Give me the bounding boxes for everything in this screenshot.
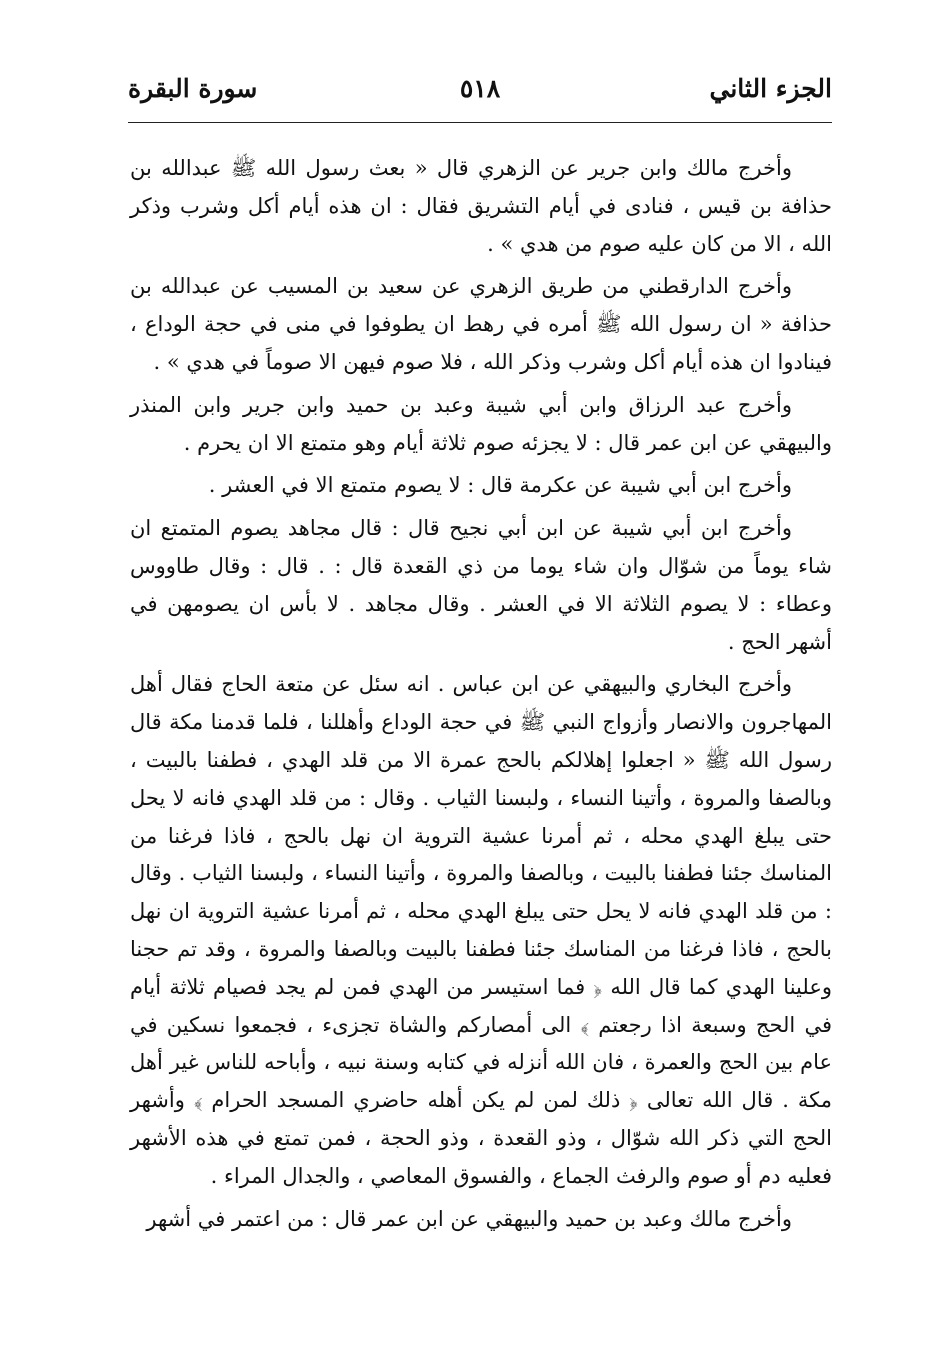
paragraph: وأخرج مالك وعبد بن حميد والبيهقي عن ابن عمر قال : من اعتمر في أشهر xyxy=(146,1206,792,1231)
volume-label: الجزء الثاني xyxy=(709,74,832,103)
paragraph: وأخرج ابن أبي شيبة عن ابن أبي نجيح قال : قال مجاهد يصوم المتمتع ان شاء يوماً من شوّال وان شاء يوما من ذي القعدة قال : . قال : وقال طاووس وعطاء : لا يصوم الثلاثة الا في العشر . وقال مجاهد . لا بأس ان يصومهن في أشهر الحج . xyxy=(130,516,832,654)
paragraph: وأخرج الدارقطني من طريق الزهري عن سعيد بن المسيب عن عبدالله بن حذافة « ان رسول الله ﷺ أمره في رهط ان يطوفوا في منى في حجة الوداع ، فينادوا ان هذه أيام أكل وشرب وذكر الله ، فلا صوم فيهن الا صوماً في هدي » . xyxy=(130,274,832,374)
paragraph: وأخرج البخاري والبيهقي عن ابن عباس . انه سئل عن متعة الحاج فقال أهل المهاجرون والانصار وأزواج النبي ﷺ في حجة الوداع وأهللنا ، فلما قدمنا مكة قال رسول الله ﷺ « اجعلوا إهلالكم بالحج عمرة الا من قلد الهدي ، فطفنا بالبيت ، وبالصفا والمروة ، وأتينا النساء ، ولبسنا الثياب . وقال : من قلد الهدي فانه لا يحل حتى يبلغ الهدي محله ، ثم أمرنا عشية التروية ان نهل بالحج ، فاذا فرغنا من المناسك جئنا فطفنا بالبيت ، وبالصفا والمروة ، وأتينا النساء ، ولبسنا الثياب . وقال : من قلد الهدي فانه لا يحل حتى يبلغ الهدي محله ، ثم أمرنا عشية التروية ان نهل بالحج ، فاذا فرغنا من المناسك جئنا فطفنا بالبيت وبالصفا والمروة ، وقد تم حجنا وعلينا الهدي كما قال الله ﴿ فما استيسر من الهدي فمن لم يجد فصيام ثلاثة أيام في الحج وسبعة اذا رجعتم ﴾ الى أمصاركم والشاة تجزىء ، فجمعوا نسكين في عام بين الحج والعمرة ، فان الله أنزله في كتابه وسنة نبيه ، وأباحه للناس غير أهل مكة . قال الله تعالى ﴿ ذلك لمن لم يكن أهله حاضري المسجد الحرام ﴾ وأشهر الحج التي ذكر الله شوّال ، وذو القعدة ، وذو الحجة ، فمن تمتع في هذه الأشهر فعليه دم أو صوم والرفث الجماع ، والفسوق المعاصي ، والجدال المراء . xyxy=(130,672,832,1188)
paragraph: وأخرج عبد الرزاق وابن أبي شيبة وعبد بن حميد وابن جرير وابن المنذر والبيهقي عن ابن عمر قال : لا يجزئه صوم ثلاثة أيام وهو متمتع الا ان يحرم . xyxy=(130,392,832,455)
paragraph: وأخرج مالك وابن جرير عن الزهري قال « بعث رسول الله ﷺ عبدالله بن حذافة بن قيس ، فنادى في أيام التشريق فقال : ان هذه أيام أكل وشرب وذكر الله ، الا من كان عليه صوم من هدي » . xyxy=(130,156,832,256)
page-header xyxy=(128,74,832,118)
header-divider xyxy=(128,122,832,123)
surah-label: سورة البقرة xyxy=(128,74,258,103)
paragraph: وأخرج ابن أبي شيبة عن عكرمة قال : لا يصوم متمتع الا في العشر . xyxy=(208,473,792,498)
main-text xyxy=(130,150,832,1243)
page-number: ٥١٨ xyxy=(459,74,501,103)
